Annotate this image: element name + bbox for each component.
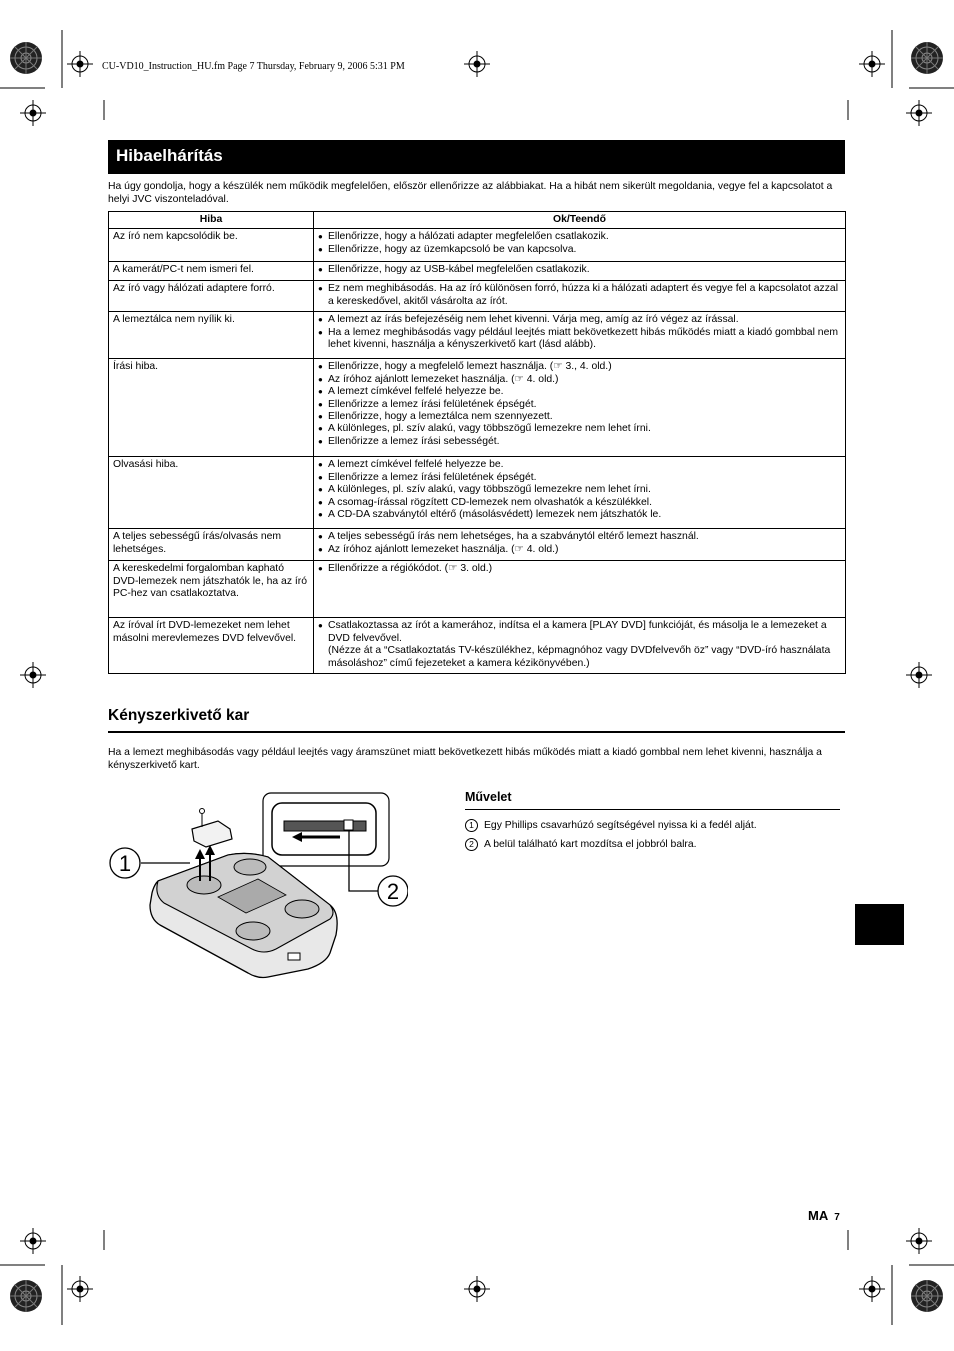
remedy-cell [314, 359, 846, 457]
step-text: A belül található kart mozdítsa el jobbról balra. [484, 839, 697, 850]
bullet-icon: ● [318, 436, 323, 446]
subsection-rule [108, 731, 845, 733]
remedy-cell [314, 618, 846, 674]
problem-cell: A lemeztálca nem nyílik ki. [109, 312, 314, 359]
operation-step-2 [465, 838, 697, 851]
problem-cell: Az író nem kapcsolódik be. [109, 229, 314, 262]
language-tab [855, 904, 904, 945]
remedy-text: A lemezt az írás befejezéséig nem lehet kivenni. Várja meg, amíg az író végez az írással. [328, 314, 739, 326]
bullet-icon: ● [318, 232, 323, 242]
page-label: MA [808, 1208, 829, 1223]
problem-cell: A kamerát/PC-t nem ismeri fel. [109, 262, 314, 281]
remedy-text: Ellenőrizze, hogy a hálózati adapter megfelelően csatlakozik. [328, 231, 609, 243]
remedy-text: Ha a lemez meghibásodás vagy például leejtés miatt bekövetkezett hibás működés miatt a kiadó gombbal nem lehet kivenni, használja a kényszerkivető kart (lásd alább). [328, 326, 838, 351]
remedy-text: Ellenőrizze a lemez írási felületének épségét. [328, 398, 537, 410]
table-row [109, 457, 846, 529]
problem-cell: Írási hiba. [109, 359, 314, 457]
remedy-text: Az íróhoz ajánlott lemezeket használja. (☞ 4. old.) [328, 373, 559, 385]
remedy-cell [314, 561, 846, 618]
table-row [109, 281, 846, 312]
remedy-item [318, 399, 841, 411]
figure-label-1: 1 [118, 851, 132, 876]
problem-cell: Az író vagy hálózati adaptere forró. [109, 281, 314, 312]
remedy-item [318, 361, 841, 373]
figure-label-2: 2 [386, 879, 400, 904]
remedy-item [318, 531, 841, 543]
bullet-icon: ● [318, 510, 323, 520]
problem-cell: Olvasási hiba. [109, 457, 314, 529]
remedy-text: Ellenőrizze, hogy az USB-kábel megfelelően csatlakozik. [328, 264, 590, 276]
remedy-item [318, 374, 841, 386]
bullet-icon: ● [318, 424, 323, 434]
operation-rule [465, 809, 840, 810]
table-row [109, 618, 846, 674]
problem-cell: A kereskedelmi forgalomban kapható DVD-lemezek nem játszhatók le, ha az író PC-hez van csatlakoztatva. [109, 561, 314, 618]
page-number [808, 1208, 840, 1223]
step-number: 1 [465, 819, 478, 832]
bullet-icon: ● [318, 532, 323, 542]
table-row [109, 561, 846, 618]
troubleshooting-table [108, 211, 846, 674]
remedy-text: Ez nem meghibásodás. Ha az író különösen forró, húzza ki a hálózati adaptert és vegye fel a kapcsolatot azzal a kereskedővel, akitől vásárolta az írót. [328, 283, 839, 307]
problem-cell: Az íróval írt DVD-lemezeket nem lehet másolni merevlemezes DVD felvevővel. [109, 618, 314, 674]
bullet-icon: ● [318, 544, 323, 554]
step-text: Egy Phillips csavarhúzó segítségével nyissa ki a fedél alját. [484, 820, 757, 831]
remedy-cell [314, 312, 846, 359]
remedy-item [318, 497, 841, 509]
table-row [109, 262, 846, 281]
remedy-item [318, 563, 841, 575]
bullet-icon: ● [318, 327, 323, 337]
remedy-text: Ellenőrizze a lemez írási felületének épségét. [328, 471, 537, 483]
remedy-item [318, 283, 841, 308]
remedy-item [318, 327, 841, 352]
column-header-remedy: Ok/Teendő [314, 212, 846, 229]
remedy-item [318, 386, 841, 398]
table-row [109, 529, 846, 561]
remedy-item [318, 544, 841, 556]
remedy-text: Ellenőrizze a lemez írási sebességét. [328, 435, 500, 447]
step-number: 2 [465, 838, 478, 851]
bullet-icon: ● [318, 315, 323, 325]
column-header-problem: Hiba [109, 212, 314, 229]
bullet-icon: ● [318, 265, 323, 275]
remedy-text: Csatlakoztassa az írót a kamerához, indítsa el a kamera [PLAY DVD] funkcióját, és másolja le a lemezeket a DVD felvevővel. (Nézze át a “Csatlakoztatás TV-készülékhez, képmagnóhoz vagy DVDfelvevőh öz” vagy “DVD-író használata másoláshoz” című fejezeteket a kamera kézikönyvében.) [328, 620, 831, 669]
remedy-cell [314, 529, 846, 561]
remedy-text: A teljes sebességű írás nem lehetséges, ha a szabványtól eltérő lemezt használ. [328, 531, 699, 543]
subsection-intro: Ha a lemezt meghibásodás vagy például leejtés vagy áramszünet miatt bekövetkezett hibás működés miatt a kiadó gombbal nem lehet kivenni, használja a kényszerkivető kart. [108, 747, 822, 771]
remedy-text: A csomag-írással rögzített CD-lemezek nem olvashatók a készülékkel. [328, 496, 652, 508]
remedy-text: Ellenőrizze, hogy a megfelelő lemezt használja. (☞ 3., 4. old.) [328, 361, 612, 373]
remedy-item [318, 620, 841, 670]
bullet-icon: ● [318, 564, 323, 574]
remedy-item [318, 509, 841, 521]
remedy-item [318, 423, 841, 435]
remedy-text: Az íróhoz ajánlott lemezeket használja. (☞ 4. old.) [328, 543, 559, 555]
remedy-text: A CD-DA szabványtól eltérő (másolásvédett) lemezek nem játszhatók le. [328, 509, 662, 521]
section-title-bar [108, 140, 845, 174]
bullet-icon: ● [318, 497, 323, 507]
intro-text: Ha úgy gondolja, hogy a készülék nem működik megfelelően, először ellenőrizze az alábbiakat. Ha a hibát nem sikerült megoldania, vegye fel a kapcsolatot a helyi JVC viszonteladóval. [108, 181, 833, 205]
remedy-cell [314, 262, 846, 281]
remedy-text: A lemezt címkével felfelé helyezze be. [328, 386, 504, 398]
remedy-item [318, 436, 841, 448]
remedy-text: A lemezt címkével felfelé helyezze be. [328, 459, 504, 471]
bullet-icon: ● [318, 244, 323, 254]
remedy-text: A különleges, pl. szív alakú, vagy többszögű lemezekre nem lehet írni. [328, 484, 651, 496]
remedy-item [318, 244, 841, 256]
remedy-cell [314, 229, 846, 262]
remedy-item [318, 264, 841, 276]
bullet-icon: ● [318, 284, 323, 294]
problem-cell: A teljes sebességű írás/olvasás nem lehetséges. [109, 529, 314, 561]
remedy-cell [314, 281, 846, 312]
remedy-item [318, 472, 841, 484]
table-row [109, 359, 846, 457]
table-row [109, 229, 846, 262]
device-illustration [108, 785, 408, 985]
file-header: CU-VD10_Instruction_HU.fm Page 7 Thursday, February 9, 2006 5:31 PM [102, 61, 405, 72]
bullet-icon: ● [318, 485, 323, 495]
subsection-title: Kényszerkivető kar [108, 707, 250, 724]
bullet-icon: ● [318, 362, 323, 372]
remedy-item [318, 231, 841, 243]
remedy-text: Ellenőrizze a régiókódot. (☞ 3. old.) [328, 563, 493, 575]
table-row [109, 312, 846, 359]
remedy-text: Ellenőrizze, hogy az üzemkapcsoló be van kapcsolva. [328, 243, 577, 255]
bullet-icon: ● [318, 387, 323, 397]
operation-step-1 [465, 819, 757, 832]
remedy-item [318, 314, 841, 326]
remedy-item [318, 411, 841, 423]
operation-title: Művelet [465, 790, 512, 804]
bullet-icon: ● [318, 621, 323, 631]
remedy-item [318, 459, 841, 471]
remedy-text: Ellenőrizze, hogy a lemeztálca nem szennyezett. [328, 411, 553, 423]
page-number-value: 7 [834, 1212, 840, 1223]
bullet-icon: ● [318, 460, 323, 470]
section-title: Hibaelhárítás [116, 146, 223, 165]
bullet-icon: ● [318, 399, 323, 409]
remedy-cell [314, 457, 846, 529]
table-body [109, 229, 846, 674]
remedy-item [318, 484, 841, 496]
remedy-text: A különleges, pl. szív alakú, vagy többszögű lemezekre nem lehet írni. [328, 423, 651, 435]
bullet-icon: ● [318, 472, 323, 482]
bullet-icon: ● [318, 412, 323, 422]
bullet-icon: ● [318, 374, 323, 384]
